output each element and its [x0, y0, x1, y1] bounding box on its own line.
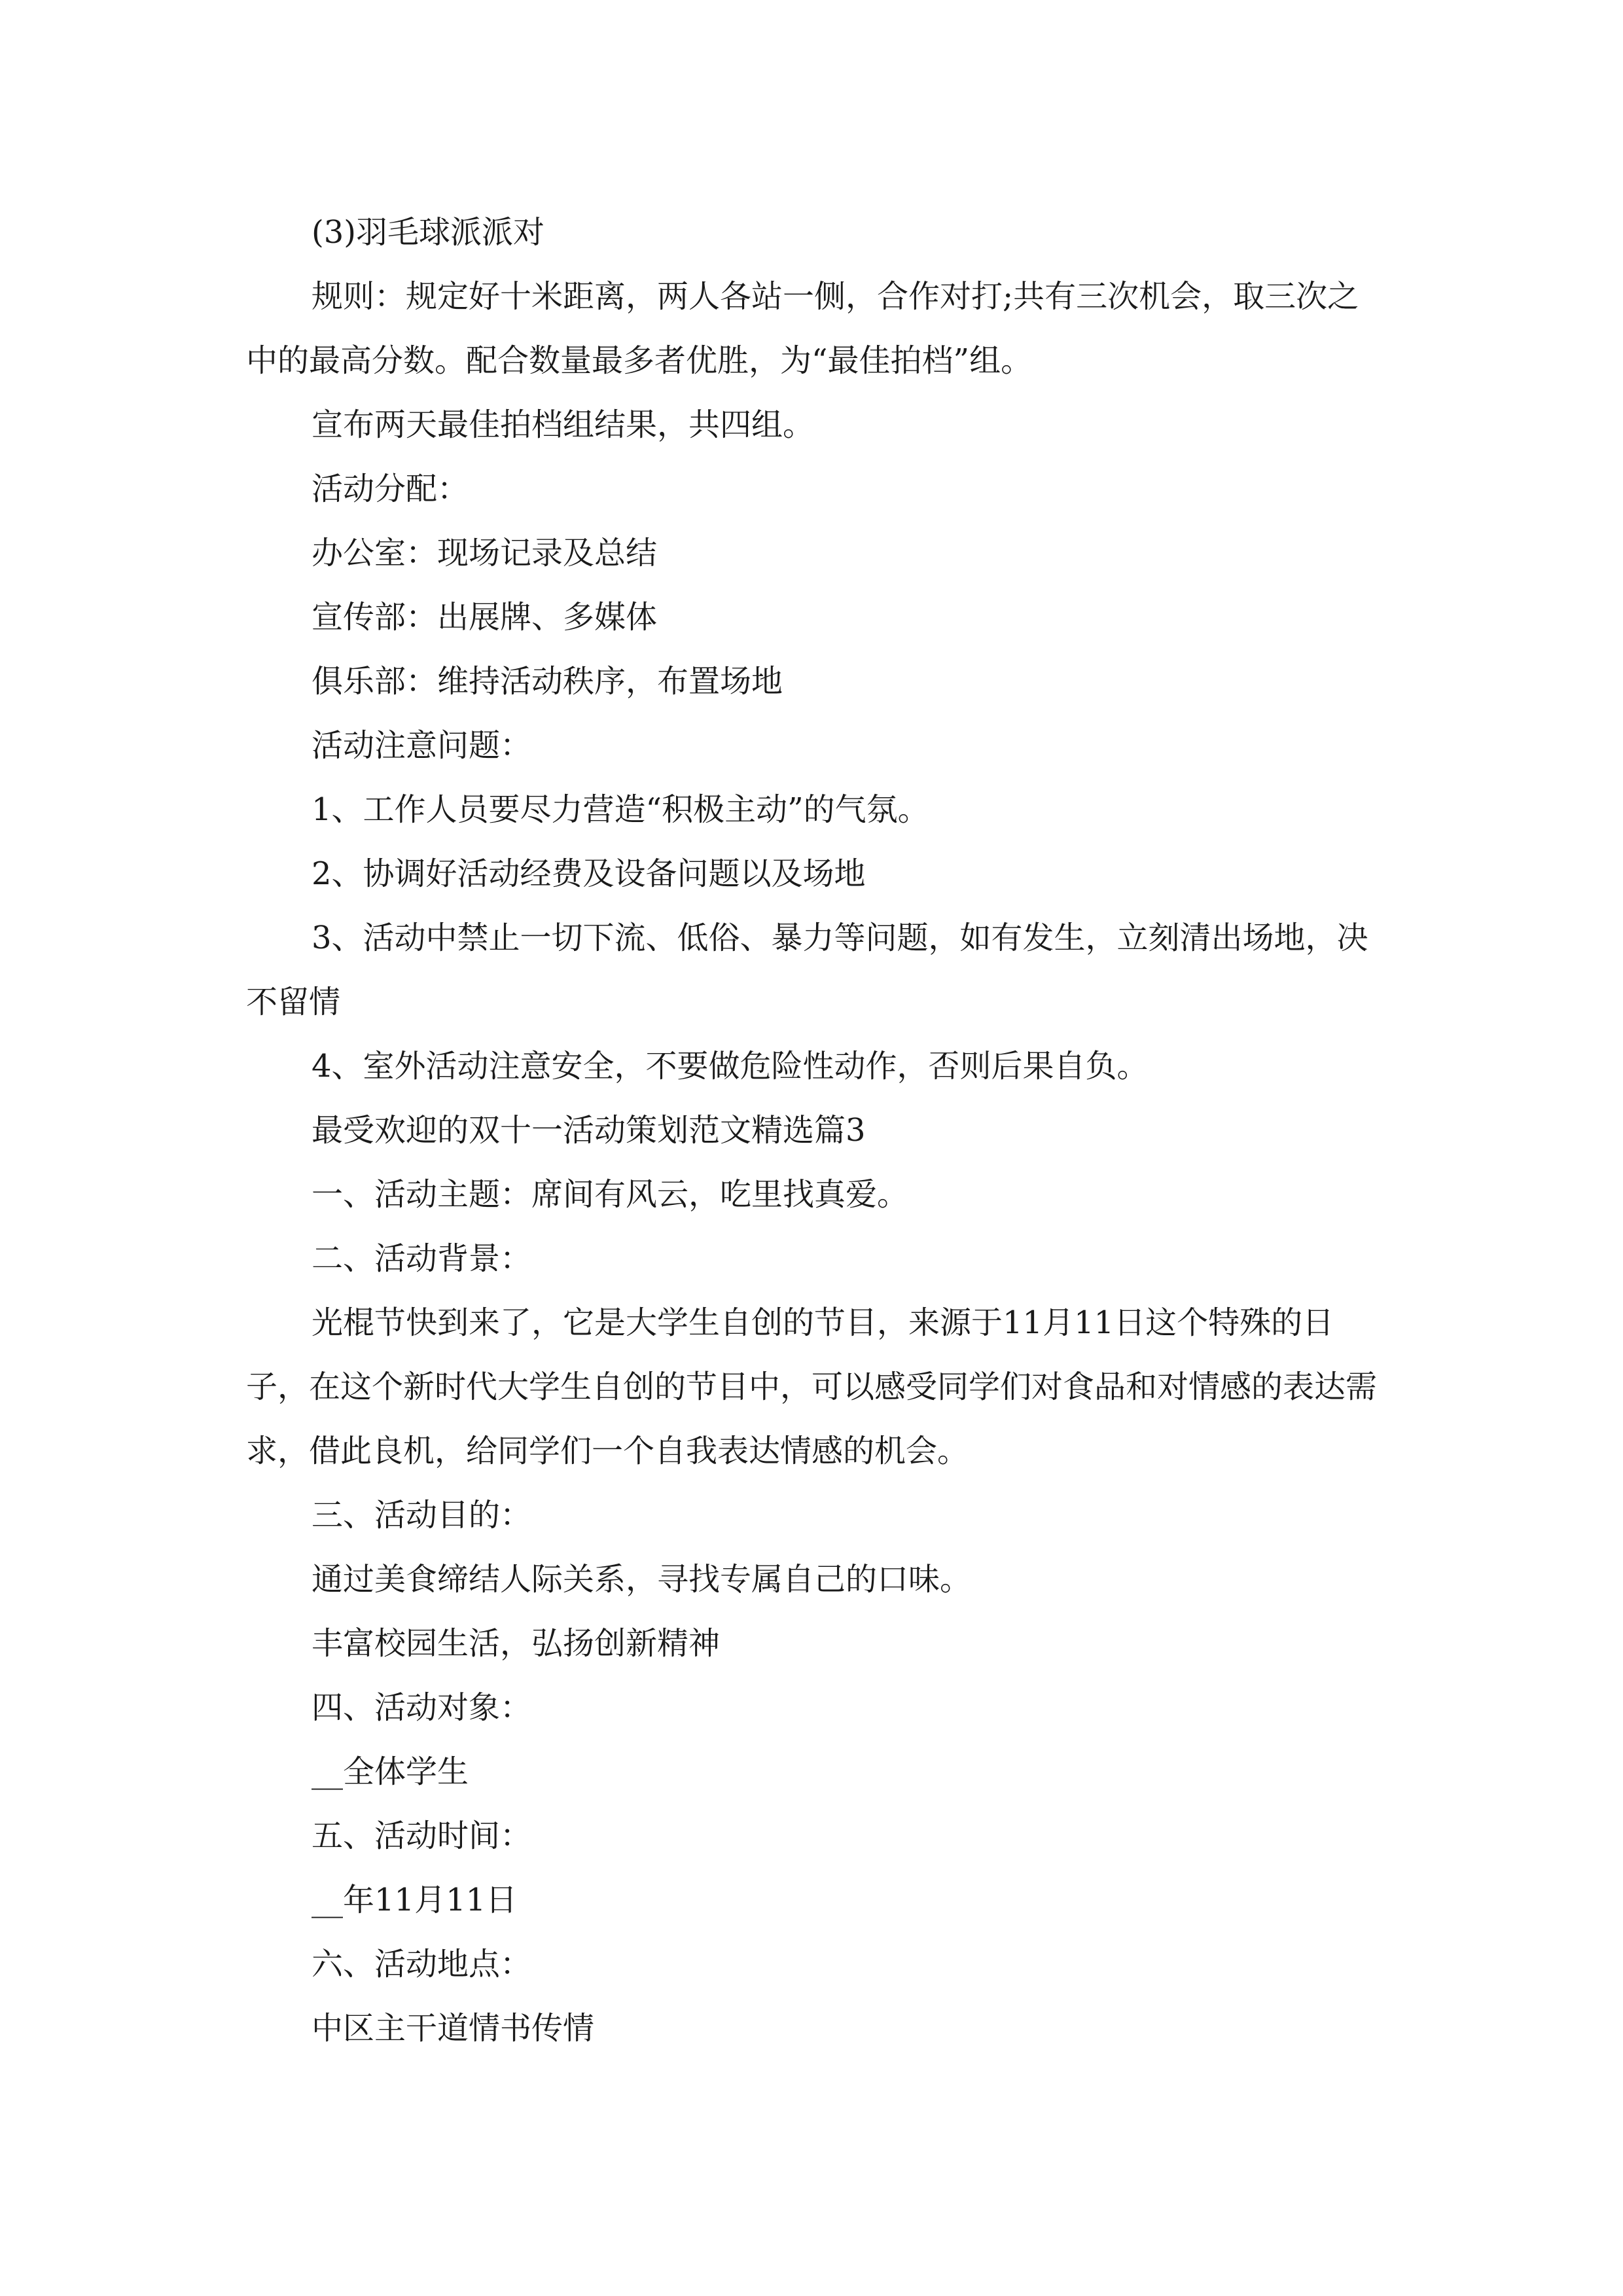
section-heading-allocation: 活动分配：: [312, 471, 469, 507]
note-item-1: 1、工作人员要尽力营造“积极主动”的气氛。: [312, 791, 929, 828]
section-heading-purpose: 三、活动目的：: [312, 1497, 532, 1534]
document-body: [246, 200, 1385, 2060]
allocation-publicity: 宣传部：出展牌、多媒体: [312, 599, 658, 636]
section-heading-background: 二、活动背景：: [312, 1240, 532, 1277]
audience-value: __全体学生: [312, 1753, 469, 1790]
section-heading-audience: 四、活动对象：: [312, 1689, 532, 1726]
time-value: __年11月11日: [312, 1882, 518, 1918]
sub-item-badminton: (3)羽毛球派派对: [312, 214, 544, 251]
background-paragraph: 光棍节快到来了，它是大学生自创的节目，来源于11月11日这个特殊的日子，在这个新时代大学生自创的节目中，可以感受同学们对食品和对情感的表达需求，借此良机，给同学们一个自我表达情感的机会。: [246, 1304, 1378, 1469]
allocation-office: 办公室：现场记录及总结: [312, 535, 658, 571]
purpose-line-2: 丰富校园生活，弘扬创新精神: [312, 1625, 721, 1662]
note-item-2: 2、协调好活动经费及设备问题以及场地: [312, 855, 866, 892]
article-title: 最受欢迎的双十一活动策划范文精选篇3: [312, 1112, 866, 1149]
section-heading-location: 六、活动地点：: [312, 1946, 532, 1982]
result-announcement: 宣布两天最佳拍档组结果，共四组。: [312, 406, 815, 443]
allocation-club: 俱乐部：维持活动秩序，布置场地: [312, 663, 783, 700]
note-item-4: 4、室外活动注意安全，不要做危险性动作，否则后果自负。: [312, 1048, 1149, 1085]
location-value: 中区主干道情书传情: [312, 2010, 595, 2047]
section-heading-notes: 活动注意问题：: [312, 727, 532, 764]
rules-paragraph: 规则：规定好十米距离，两人各站一侧，合作对打;共有三次机会，取三次之中的最高分数。配合数量最多者优胜，为“最佳拍档”组。: [246, 278, 1359, 379]
section-theme: 一、活动主题：席间有风云，吃里找真爱。: [312, 1176, 909, 1213]
note-item-3: 3、活动中禁止一切下流、低俗、暴力等问题，如有发生，立刻清出场地，决不留情: [246, 920, 1368, 1020]
section-heading-time: 五、活动时间：: [312, 1818, 532, 1854]
purpose-line-1: 通过美食缔结人际关系，寻找专属自己的口味。: [312, 1561, 972, 1598]
